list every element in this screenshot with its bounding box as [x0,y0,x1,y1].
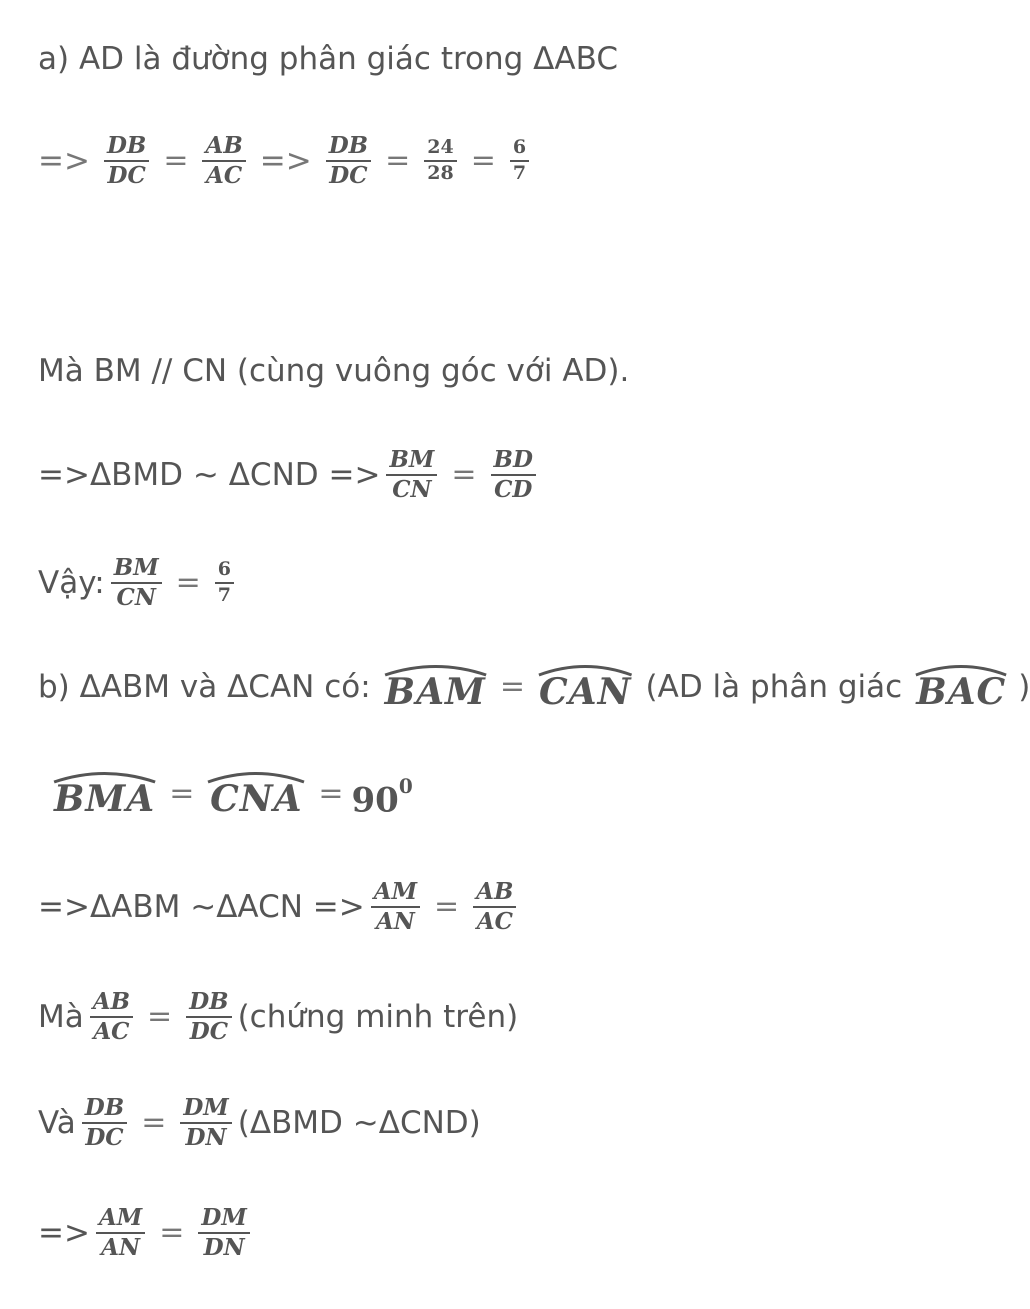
line-bm-parallel-cn [38,353,630,389]
fraction-ab-ac [473,880,516,934]
bisector-note: (AD là phân giác [645,668,903,705]
fraction-db-dc [82,1096,127,1150]
denominator: CD [494,476,533,504]
line-final-conclusion [38,1206,256,1260]
line-10-prefix: Và [38,1104,76,1141]
denominator: AN [375,908,415,936]
ninety-degrees [351,774,413,821]
line-9-prefix: Mà [38,998,84,1035]
line-b-heading-text: b) ΔABM và ΔCAN có: [38,668,371,705]
fraction-bm-cn [386,448,437,502]
line-bm-parallel-cn-text: Mà BM // CN (cùng vuông góc với AD). [38,353,630,389]
numerator: BD [491,448,536,476]
line-b-heading [38,664,1030,713]
similarity-note: (ΔBMD ~ΔCND) [237,1104,481,1141]
angle-letters: BMA [54,777,156,820]
numerator: AB [473,880,516,908]
line-a-heading [38,41,618,77]
fraction-db-dc [186,990,231,1044]
fraction-bm-cn [111,556,162,610]
denominator: DN [203,1234,245,1262]
denominator: CN [392,476,432,504]
denominator: DN [185,1124,227,1152]
fraction-ab-ac [202,134,245,188]
denominator: AN [101,1234,141,1262]
denominator: DC [329,162,368,190]
implies-arrow: => [38,1214,90,1251]
denominator: DC [85,1124,124,1152]
angle-letters: CAN [539,671,632,713]
numerator: DB [186,990,231,1018]
line-similar-bmd-cnd-text: =>ΔBMD ~ ΔCND => [38,456,381,493]
fraction-ab-ac [90,990,133,1044]
fraction-db-dc [104,134,149,188]
equals-sign: = [499,669,526,704]
denominator: CN [116,584,156,612]
line-a-heading-text: a) AD là đường phân giác trong ΔABC [38,41,618,77]
fraction-am-an [371,880,420,934]
closing-paren: ) [1018,668,1030,705]
proof-note: (chứng minh trên) [237,998,519,1035]
fraction-6-7 [510,138,529,184]
numerator: DM [180,1096,231,1124]
numerator: AB [202,134,245,162]
numerator: BM [386,448,437,476]
denominator: DC [107,162,146,190]
angle-bma [52,771,157,820]
fraction-24-28 [424,138,456,184]
equals-sign: = [169,775,195,811]
degree-superscript: 0 [398,774,413,798]
angle-can [537,664,634,713]
equals-sign: = [318,775,344,811]
denominator: AC [93,1018,130,1046]
line-right-angles [48,770,413,821]
line-ratio-db-dc [38,134,535,188]
numerator: AM [371,880,420,908]
angle-letters: BAC [916,671,1007,713]
implies-arrow: => [259,142,312,179]
numerator: DB [104,134,149,162]
line-db-dc-equals-dm-dn [38,1096,481,1150]
line-similar-abm-acn-text: =>ΔABM ~ΔACN => [38,888,365,925]
denominator: AC [206,162,243,190]
fraction-bd-cd [491,448,536,502]
equals-sign: = [141,1105,167,1141]
numerator: 6 [215,560,234,584]
numerator: 6 [510,138,529,162]
denominator: AC [476,908,513,936]
numerator: DB [326,134,371,162]
implies-arrow: => [38,142,90,179]
equals-sign: = [434,889,460,925]
numerator: AM [96,1206,145,1234]
equals-sign: = [451,457,477,493]
denominator: 7 [217,584,232,607]
angle-letters: CNA [210,777,303,820]
equals-sign: = [163,143,189,179]
fraction-db-dc [326,134,371,188]
line-similar-abm-acn [38,880,522,934]
line-ab-ac-equals-db-dc [38,990,518,1044]
denominator: 28 [427,162,454,185]
fraction-6-7 [215,560,234,606]
equals-sign: = [175,565,201,601]
numerator: BM [111,556,162,584]
numerator: AB [90,990,133,1018]
numerator: 24 [424,138,456,162]
angle-letters: BAM [384,671,486,713]
numerator: DB [82,1096,127,1124]
fraction-dm-dn [180,1096,231,1150]
denominator: DC [189,1018,229,1046]
line-similar-bmd-cnd [38,448,542,502]
conclusion-label: Vậy: [38,564,105,601]
equals-sign: = [159,1215,185,1251]
angle-bac [914,664,1008,713]
equals-sign: = [385,143,411,179]
fraction-am-an [96,1206,145,1260]
angle-bam [383,664,488,713]
numerator: DM [198,1206,249,1234]
denominator: 7 [512,162,527,185]
equals-sign: = [147,999,173,1035]
degree-value: 90 [351,780,399,821]
fraction-dm-dn [198,1206,249,1260]
equals-sign: = [470,143,496,179]
angle-cna [206,771,306,820]
line-conclusion-a [38,556,240,610]
